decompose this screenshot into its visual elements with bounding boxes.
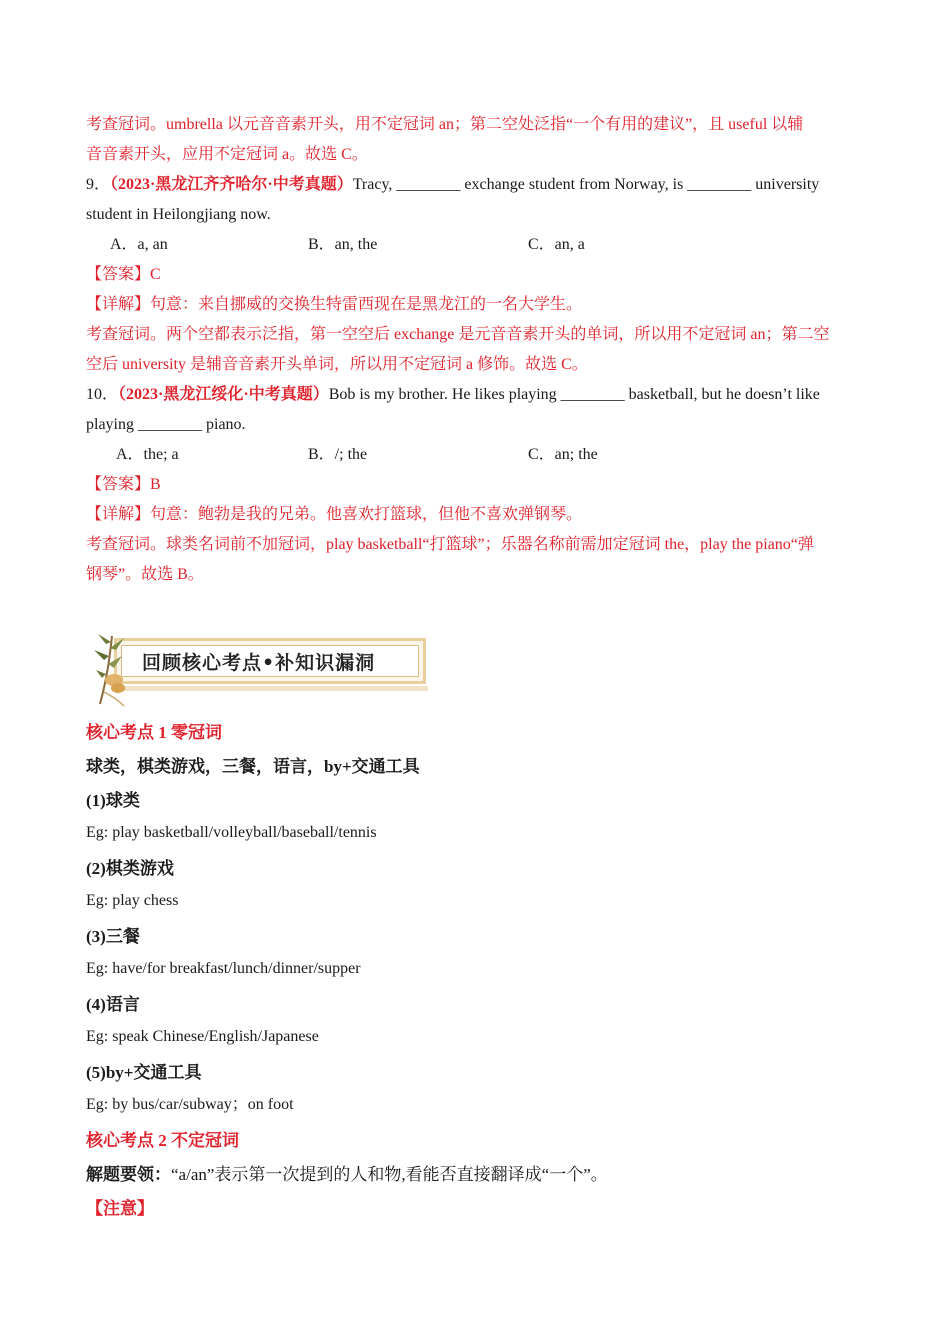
core1-heading: 核心考点 1 零冠词 bbox=[86, 723, 222, 742]
q9-stem-text: Tracy, ________ exchange student from Norway, is ________ university bbox=[352, 176, 820, 193]
q10-source: （2023·黑龙江绥化·中考真题） bbox=[118, 386, 329, 403]
q9-detail: 【详解】句意：来自挪威的交换生特雷西现在是黑龙江的一名大学生。 bbox=[86, 296, 583, 313]
core2-heading: 核心考点 2 不定冠词 bbox=[86, 1131, 239, 1150]
q10-option-b[interactable]: B．/; the bbox=[308, 446, 368, 463]
q10-stem-text: Bob is my brother. He likes playing ________ basketball, but he doesn’t like bbox=[328, 386, 820, 403]
q10-explanation-line-1: 考查冠词。球类名词前不加冠词，play basketball“打篮球”；乐器名称前需加定冠词 the，play the piano“弹 bbox=[86, 536, 814, 553]
q9-number: 9． bbox=[86, 176, 111, 193]
banner-shadow bbox=[122, 686, 428, 691]
q9-stem-line-2: student in Heilongjiang now. bbox=[86, 206, 271, 223]
q9-source: （2023·黑龙江齐齐哈尔·中考真题） bbox=[110, 176, 353, 193]
core1-item-5-label: (5)by+交通工具 bbox=[86, 1063, 202, 1082]
q9-option-c[interactable]: C．an, a bbox=[528, 236, 585, 253]
core2-tip-text: “a/an”表示第一次提到的人和物,看能否直接翻译成“一个”。 bbox=[171, 1165, 608, 1184]
q9-option-b[interactable]: B．an, the bbox=[308, 236, 378, 253]
q10-explanation-line-2: 钢琴”。故选 B。 bbox=[86, 566, 204, 583]
q10-number: 10． bbox=[86, 386, 119, 403]
core1-item-1-example: Eg: play basketball/volleyball/baseball/tennis bbox=[86, 824, 377, 841]
document-page bbox=[86, 110, 866, 1226]
q10-options bbox=[86, 440, 866, 470]
q9-option-a[interactable]: A．a, an bbox=[110, 236, 168, 253]
banner-title: 回顾核心考点•补知识漏洞 bbox=[121, 645, 419, 677]
q10-stem-line-1 bbox=[86, 380, 866, 410]
q10-detail: 【详解】句意：鲍勃是我的兄弟。他喜欢打篮球，但他不喜欢弹钢琴。 bbox=[86, 506, 583, 523]
core1-item-4-label: (4)语言 bbox=[86, 995, 140, 1014]
q10-answer: 【答案】B bbox=[86, 476, 161, 493]
core1-item-1-label: (1)球类 bbox=[86, 791, 140, 810]
core2-tip-label: 解题要领： bbox=[86, 1165, 171, 1184]
q8-explanation-line-2: 音音素开头，应用不定冠词 a。故选 C。 bbox=[86, 146, 368, 163]
q9-stem-line-1 bbox=[86, 170, 866, 200]
q9-explanation-line-2: 空后 university 是辅音音素开头单词，所以用不定冠词 a 修饰。故选 C。 bbox=[86, 356, 588, 373]
q10-option-c[interactable]: C．an; the bbox=[528, 446, 598, 463]
q9-answer: 【答案】C bbox=[86, 266, 161, 283]
core1-item-3-example: Eg: have/for breakfast/lunch/dinner/supper bbox=[86, 960, 361, 977]
q9-explanation-line-1: 考查冠词。两个空都表示泛指，第一空空后 exchange 是元音音素开头的单词，所以用不定冠词 an；第二空 bbox=[86, 326, 830, 343]
q10-option-a[interactable]: A．the; a bbox=[116, 446, 179, 463]
section-banner bbox=[88, 630, 448, 710]
core1-item-4-example: Eg: speak Chinese/English/Japanese bbox=[86, 1028, 319, 1045]
core1-item-3-label: (3)三餐 bbox=[86, 927, 140, 946]
core1-item-2-example: Eg: play chess bbox=[86, 892, 179, 909]
core2-note: 【注意】 bbox=[86, 1199, 154, 1218]
core2-tip bbox=[86, 1158, 866, 1192]
core1-summary: 球类，棋类游戏，三餐，语言，by+交通工具 bbox=[86, 757, 420, 776]
core1-item-2-label: (2)棋类游戏 bbox=[86, 859, 174, 878]
q8-explanation-line-1: 考查冠词。umbrella 以元音音素开头，用不定冠词 an；第二空处泛指“一个有用的建议”，且 useful 以辅 bbox=[86, 116, 804, 133]
plant-decoration-icon bbox=[88, 630, 138, 708]
core1-item-5-example: Eg: by bus/car/subway；on foot bbox=[86, 1096, 294, 1113]
banner-frame bbox=[114, 638, 426, 684]
q10-stem-line-2: playing ________ piano. bbox=[86, 416, 246, 433]
q9-options bbox=[86, 230, 866, 260]
